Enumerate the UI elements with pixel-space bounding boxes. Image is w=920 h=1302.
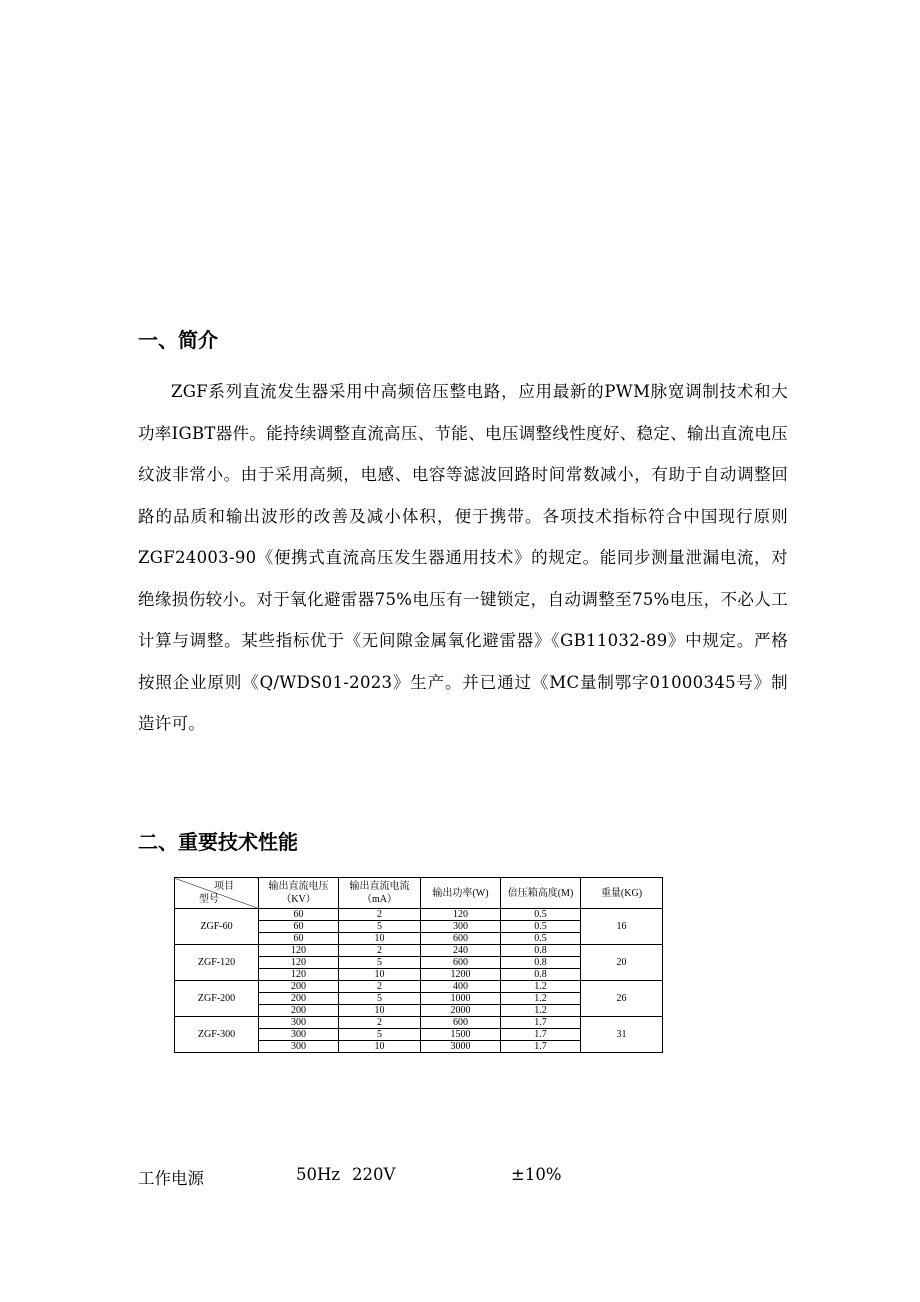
value-cell: 600 <box>421 933 501 945</box>
value-cell: 1.2 <box>501 993 581 1005</box>
power-frequency: 50Hz <box>296 1165 341 1184</box>
intro-paragraph: ZGF系列直流发生器采用中高频倍压整电路，应用最新的PWM脉宽调制技术和大功率IGBT器件。能持续调整直流高压、节能、电压调整线性度好、稳定、输出直流电压纹波非常小。由于采用高频，电感、电容等滤波回路时间常数减小，有助于自动调整回路的品质和输出波形的改善及减小体积，便于携带。各项技术指标符合中国现行原则ZGF24003-90《便携式直流高压发生器通用技术》的规定。能同步测量泄漏电流，对绝缘损伤较小。对于氧化避雷器75%电压有一键锁定，自动调整至75%电压，不必人工计算与调整。某些指标优于《无间隙金属氧化避雷器》《GB11032-89》中规定。严格按照企业原则《Q/WDS01-2023》生产。并已通过《MC量制鄂字01000345号》制造许可。 <box>138 382 788 733</box>
value-cell: 0.8 <box>501 945 581 957</box>
value-cell: 2 <box>339 945 421 957</box>
value-cell: 60 <box>259 909 339 921</box>
value-cell: 120 <box>259 969 339 981</box>
value-cell: 1500 <box>421 1029 501 1041</box>
table-row <box>175 1017 663 1029</box>
header-power: 输出功率(W) <box>421 878 501 909</box>
section-2-heading: 二、重要技术性能 <box>138 830 298 854</box>
weight-cell: 20 <box>581 945 663 981</box>
value-cell: 1200 <box>421 969 501 981</box>
value-cell: 2000 <box>421 1005 501 1017</box>
value-cell: 5 <box>339 957 421 969</box>
value-cell: 120 <box>421 909 501 921</box>
value-cell: 600 <box>421 1017 501 1029</box>
weight-cell: 31 <box>581 1017 663 1053</box>
value-cell: 300 <box>421 921 501 933</box>
model-cell: ZGF-60 <box>175 909 259 945</box>
value-cell: 3000 <box>421 1041 501 1053</box>
value-cell: 10 <box>339 1005 421 1017</box>
corner-header-cell <box>175 878 259 909</box>
table-body <box>175 909 663 1053</box>
value-cell: 60 <box>259 921 339 933</box>
value-cell: 0.8 <box>501 957 581 969</box>
value-cell: 0.5 <box>501 921 581 933</box>
power-supply-line <box>138 1165 838 1189</box>
value-cell: 300 <box>259 1017 339 1029</box>
value-cell: 2 <box>339 1017 421 1029</box>
value-cell: 5 <box>339 921 421 933</box>
value-cell: 2 <box>339 909 421 921</box>
value-cell: 0.5 <box>501 909 581 921</box>
value-cell: 10 <box>339 1041 421 1053</box>
power-label: 工作电源 <box>138 1169 204 1188</box>
section-1-heading: 一、简介 <box>138 328 218 352</box>
table-header-row <box>175 878 663 909</box>
value-cell: 300 <box>259 1041 339 1053</box>
power-tolerance: ±10% <box>511 1165 562 1184</box>
value-cell: 200 <box>259 1005 339 1017</box>
value-cell: 120 <box>259 945 339 957</box>
value-cell: 1.7 <box>501 1029 581 1041</box>
value-cell: 200 <box>259 981 339 993</box>
value-cell: 240 <box>421 945 501 957</box>
value-cell: 200 <box>259 993 339 1005</box>
power-voltage: 220V <box>352 1165 396 1184</box>
value-cell: 600 <box>421 957 501 969</box>
header-weight: 重量(KG) <box>581 878 663 909</box>
model-cell: ZGF-200 <box>175 981 259 1017</box>
model-cell: ZGF-300 <box>175 1017 259 1053</box>
table-row <box>175 981 663 993</box>
value-cell: 1.7 <box>501 1041 581 1053</box>
header-height: 倍压箱高度(M) <box>501 878 581 909</box>
value-cell: 120 <box>259 957 339 969</box>
model-cell: ZGF-120 <box>175 945 259 981</box>
value-cell: 1.2 <box>501 981 581 993</box>
value-cell: 60 <box>259 933 339 945</box>
value-cell: 400 <box>421 981 501 993</box>
weight-cell: 26 <box>581 981 663 1017</box>
value-cell: 1.7 <box>501 1017 581 1029</box>
table-row <box>175 909 663 921</box>
value-cell: 5 <box>339 1029 421 1041</box>
corner-top-label: 项目 <box>214 881 234 892</box>
value-cell: 1.2 <box>501 1005 581 1017</box>
header-voltage: 输出直流电压（KV） <box>259 878 339 909</box>
value-cell: 300 <box>259 1029 339 1041</box>
header-current: 输出直流电流（mA） <box>339 878 421 909</box>
value-cell: 0.8 <box>501 969 581 981</box>
value-cell: 0.5 <box>501 933 581 945</box>
value-cell: 5 <box>339 993 421 1005</box>
spec-table <box>174 877 663 1053</box>
value-cell: 1000 <box>421 993 501 1005</box>
value-cell: 10 <box>339 933 421 945</box>
weight-cell: 16 <box>581 909 663 945</box>
value-cell: 2 <box>339 981 421 993</box>
table-row <box>175 945 663 957</box>
value-cell: 10 <box>339 969 421 981</box>
corner-bottom-label: 型号 <box>199 894 219 905</box>
